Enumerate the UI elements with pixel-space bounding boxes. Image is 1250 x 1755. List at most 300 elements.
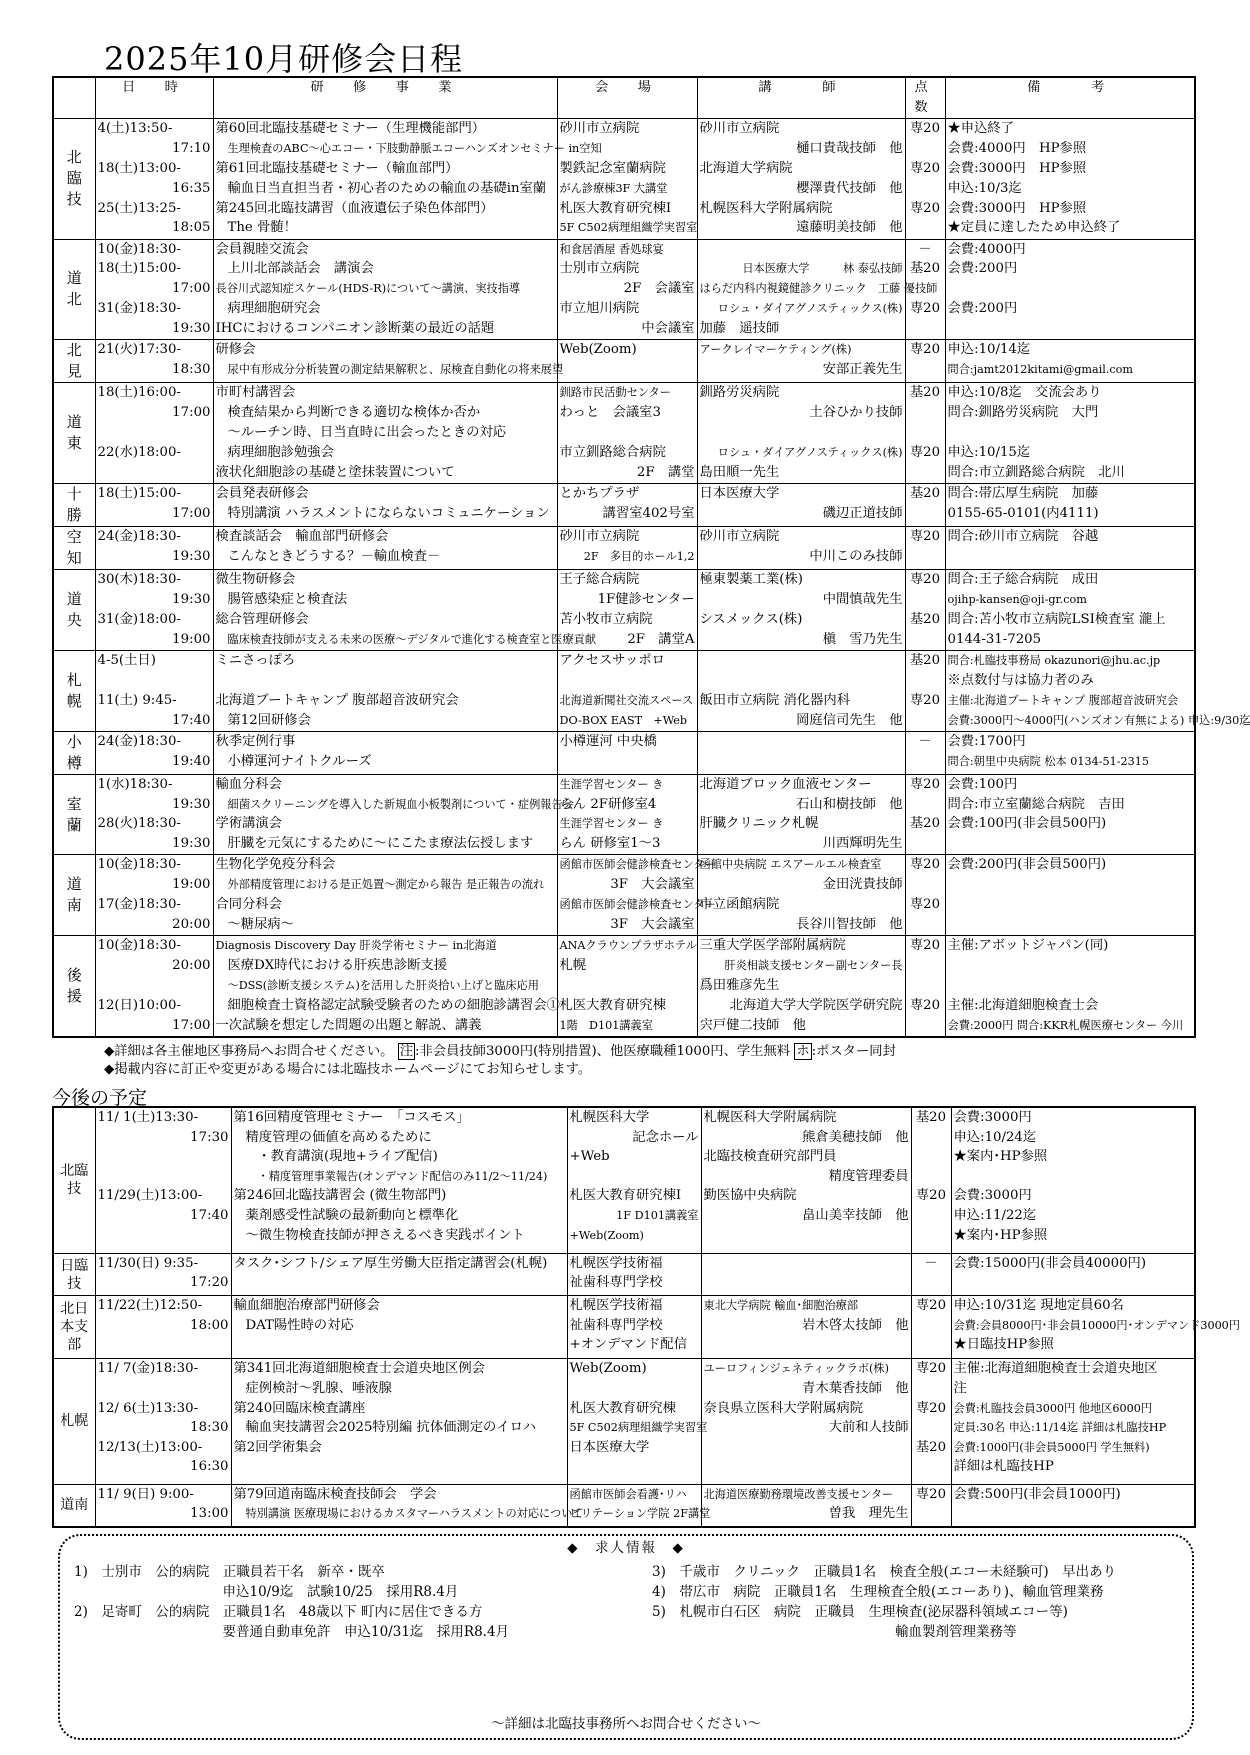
header-cell: 点数 bbox=[905, 77, 945, 118]
cell-line bbox=[234, 1273, 565, 1293]
cell-line bbox=[908, 875, 943, 895]
cell-line: 祉歯科専門学校 bbox=[569, 1275, 663, 1291]
cell-line: 主催:アボットジャパン(同) bbox=[947, 938, 1109, 954]
region-cell: 札幌 bbox=[53, 1359, 95, 1484]
cell-line: 札医大教育研究棟Ⅰ bbox=[569, 1188, 682, 1204]
cell-line: 19:00 bbox=[172, 631, 211, 647]
remarks-cell bbox=[945, 483, 1195, 526]
cell-line: 会費:1000円(非会員5000円 学生無料) bbox=[953, 1440, 1150, 1454]
cell-line: 樋口貴哉技師 他 bbox=[796, 140, 903, 156]
cell-line: 2F 会議室 bbox=[623, 281, 695, 297]
venue-cell bbox=[557, 340, 697, 383]
cell-line: 問合:jamt2012kitami@gmail.com bbox=[947, 363, 1134, 377]
cell-line: 札医大教育研究棟Ⅰ bbox=[559, 200, 672, 216]
note-poster: :ポスター同封 bbox=[811, 1044, 896, 1059]
cell-line bbox=[704, 1226, 909, 1246]
cell-line: 特別講演 医療現場におけるカスタマーハラスメントの対応について bbox=[245, 1507, 584, 1521]
cell-line: 申込:10/14迄 bbox=[947, 342, 1031, 358]
cell-line: 18:05 bbox=[172, 220, 211, 236]
cell-line bbox=[704, 1438, 909, 1458]
cell-line: 30(木)18:30- bbox=[97, 572, 181, 588]
cell-line: タスク･シフト/シェア厚生労働大臣指定講習会(札幌) bbox=[233, 1255, 548, 1271]
region-row bbox=[53, 527, 1195, 570]
venue-cell bbox=[557, 118, 697, 239]
cell-line: 極東製薬工業(株) bbox=[699, 572, 803, 588]
cell-line: 専20 bbox=[909, 897, 941, 913]
cell-line: 会員親睦交流会 bbox=[215, 241, 309, 257]
cell-line: 病理細胞研究会 bbox=[227, 301, 321, 317]
cell-line: 肝臓を元気にするために～にこたま療法伝授します bbox=[227, 836, 534, 852]
cell-line: 磯辺正道技師 bbox=[822, 505, 903, 521]
lecturer-cell bbox=[697, 383, 905, 484]
region-row bbox=[53, 383, 1195, 484]
cell-line: 宍戸健二技師 他 bbox=[699, 1017, 806, 1033]
cell-line: 北海道大学病院 bbox=[699, 160, 793, 176]
points-cell bbox=[911, 1107, 951, 1253]
cell-line: 勤医協中央病院 bbox=[703, 1188, 797, 1204]
cell-line: 一次試験を想定した問題の出題と解説、講義 bbox=[215, 1017, 482, 1033]
cell-line: 11/30(日) 9:35- bbox=[97, 1255, 199, 1271]
cell-line: 申込:10/15迄 bbox=[947, 445, 1031, 460]
cell-line: 17:00 bbox=[172, 281, 211, 297]
lecturer-cell bbox=[697, 774, 905, 855]
cell-line: 19:00 bbox=[172, 877, 211, 893]
datetime-cell bbox=[95, 1359, 231, 1484]
header-cell-blank bbox=[53, 77, 95, 118]
event-cell bbox=[231, 1359, 567, 1484]
cell-line: ロシュ・ダイアグノスティックス(株) bbox=[717, 446, 903, 459]
cell-line bbox=[234, 1457, 565, 1477]
region-cell: 日臨技 bbox=[53, 1253, 95, 1295]
cell-line: 金田洸貴技師 bbox=[822, 877, 903, 893]
cell-line: 畠山美幸技師 他 bbox=[802, 1207, 909, 1223]
cell-line: 検査談話会 輸血部門研修会 bbox=[215, 529, 389, 545]
cell-line bbox=[704, 1457, 909, 1477]
cell-line: 19:40 bbox=[172, 753, 211, 769]
cell-line: 会費:3000円 HP参照 bbox=[947, 160, 1087, 176]
cell-line: +オンデマンド配信 bbox=[569, 1337, 688, 1353]
cell-line: 輸血分科会 bbox=[215, 776, 282, 792]
datetime-cell bbox=[95, 936, 213, 1037]
cell-line: 基20 bbox=[909, 261, 941, 277]
cell-line: 肝炎相談支援センター副センター長 bbox=[724, 959, 903, 973]
datetime-cell bbox=[95, 650, 213, 731]
note-fee: :非会員技師3000円(特別措置)、他医療職種1000円、学生無料 bbox=[415, 1044, 791, 1059]
cell-line: ～ルーチン時、日当直時に出会ったときの対応 bbox=[227, 425, 507, 441]
venue-cell bbox=[557, 239, 697, 340]
venue-cell bbox=[557, 383, 697, 484]
cell-line bbox=[700, 732, 903, 752]
cell-line bbox=[954, 1273, 1193, 1293]
cell-line bbox=[908, 795, 943, 815]
cell-line: 19:30 bbox=[172, 592, 211, 608]
region-row bbox=[53, 570, 1195, 651]
points-cell bbox=[905, 855, 945, 936]
cell-line bbox=[908, 504, 943, 524]
cell-line: 問合:釧路労災病院 大門 bbox=[947, 405, 1099, 421]
region-row bbox=[53, 118, 1195, 239]
cell-line: 専20 bbox=[909, 301, 941, 317]
cell-line: 17:40 bbox=[190, 1207, 229, 1223]
cell-line: 11/ 7(金)18:30- bbox=[97, 1361, 199, 1377]
cell-line: 会員発表研修会 bbox=[215, 485, 309, 501]
cell-line: 岡庭信司先生 他 bbox=[796, 712, 903, 728]
cell-line: 18:00 bbox=[190, 1317, 229, 1333]
cell-line: ～DSS(診断支援システム)を活用した肝炎拾い上げと臨床応用 bbox=[227, 978, 539, 992]
cell-line: 第12回研修会 bbox=[227, 712, 311, 728]
region-row bbox=[53, 1107, 1195, 1253]
cell-line: 3F 大会議室 bbox=[610, 877, 695, 893]
cell-line: 基20 bbox=[909, 485, 941, 501]
points-cell bbox=[911, 1484, 951, 1527]
cell-line: 4-5(土日) bbox=[97, 652, 156, 668]
cell-line: 20:00 bbox=[172, 917, 211, 933]
cell-line: 函館市医師会健診検査センター bbox=[559, 858, 716, 872]
cell-line: 専20 bbox=[909, 692, 941, 708]
cell-line: 基20 bbox=[909, 385, 941, 401]
cell-line: 21(火)17:30- bbox=[97, 342, 181, 358]
points-cell bbox=[905, 483, 945, 526]
cell-line: 札幌医科大学附属病院 bbox=[703, 1110, 837, 1125]
cell-line: 17:00 bbox=[172, 405, 211, 421]
cell-line: ロシュ・ダイアグノスティックス(株) bbox=[717, 302, 903, 316]
event-cell bbox=[231, 1253, 567, 1295]
cell-line: DO-BOX EAST +Web bbox=[559, 713, 688, 727]
job-openings-footer: ～詳細は北臨技事務所へお問合せください～ bbox=[491, 1716, 761, 1732]
region-cell: 北見 bbox=[53, 340, 95, 383]
cell-line: 会費:200円 bbox=[947, 301, 1018, 317]
cell-line bbox=[234, 1335, 565, 1355]
cell-line bbox=[700, 423, 903, 443]
region-cell: 札幌 bbox=[53, 650, 95, 731]
cell-line: 問合:王子総合病院 成田 bbox=[947, 572, 1099, 588]
cell-line: 函館市医師会看護･リハ bbox=[569, 1487, 687, 1501]
cell-line: 問合:朝里中央病院 松本 0134-51-2315 bbox=[947, 754, 1149, 768]
cell-line: 市立釧路総合病院 bbox=[559, 445, 666, 460]
cell-line: 専20 bbox=[909, 997, 941, 1013]
cell-line: 申込:11/22迄 bbox=[953, 1207, 1037, 1223]
cell-line: 細菌スクリーニングを導入した新規血小板製剤について・症例報告会 bbox=[227, 797, 574, 811]
cell-line: 会費:3000円 bbox=[953, 1188, 1032, 1204]
region-row bbox=[53, 483, 1195, 526]
cell-line: 17:20 bbox=[190, 1275, 229, 1291]
cell-line bbox=[914, 1418, 949, 1438]
cell-line: 札医大教育研究棟 bbox=[559, 997, 666, 1013]
cell-line: 中間慎哉先生 bbox=[822, 592, 903, 608]
cell-line: 定員:30名 申込:11/14迄 詳細は札臨技HP bbox=[953, 1421, 1167, 1435]
cell-line bbox=[560, 671, 695, 691]
cell-line: 生物化学免疫分科会 bbox=[215, 857, 336, 873]
cell-line: 函館市医師会健診検査センター bbox=[559, 898, 716, 912]
cell-line: The 骨髄！ bbox=[227, 220, 297, 236]
cell-line: 函館中央病院 エスアールエル検査室 bbox=[699, 858, 882, 872]
job-line: 申込10/9迄 試験10/25 採用R8.4月 bbox=[74, 1584, 459, 1600]
datetime-cell bbox=[95, 118, 213, 239]
lecturer-cell bbox=[701, 1253, 911, 1295]
cell-line: ojihp-kansen@oji-gr.com bbox=[947, 593, 1087, 607]
cell-line: 生涯学習センター き bbox=[559, 817, 664, 831]
region-row bbox=[53, 239, 1195, 340]
cell-line: 会費:2000円 問合:KKR札幌医療センター 今川 bbox=[947, 1018, 1184, 1032]
job-openings-title: ◆ 求人情報 ◆ bbox=[567, 1540, 685, 1556]
cell-line: 基20 bbox=[915, 1439, 947, 1455]
cell-line: 川西輝明先生 bbox=[822, 836, 903, 852]
cell-line: 飯田市立病院 消化器内科 bbox=[699, 692, 850, 708]
region-cell: 室蘭 bbox=[53, 774, 95, 855]
event-cell bbox=[231, 1296, 567, 1359]
lecturer-cell bbox=[697, 570, 905, 651]
cell-line bbox=[908, 1016, 943, 1036]
lecturer-cell bbox=[697, 118, 905, 239]
region-cell: 北臨技 bbox=[53, 118, 95, 239]
cell-line: 生理検査のABC～心エコー・下肢動静脈エコーハンズオンセミナー in空知 bbox=[227, 141, 602, 155]
cell-line: 問合:帯広厚生病院 加藤 bbox=[947, 485, 1099, 501]
cell-line: 専20 bbox=[909, 200, 941, 216]
cell-line bbox=[908, 423, 943, 443]
region-cell: 北臨技 bbox=[53, 1107, 95, 1253]
cell-line: 臨床検査技師が支える未来の医療～デジタルで進化する検査室と医療貢献 bbox=[227, 632, 597, 646]
cell-line bbox=[98, 976, 211, 996]
remarks-cell bbox=[945, 239, 1195, 340]
cell-line bbox=[908, 752, 943, 772]
cell-line: 問合:札臨技事務局 okazunori@jhu.ac.jp bbox=[947, 653, 1161, 667]
cell-line: 専20 bbox=[909, 529, 941, 545]
cell-line bbox=[908, 976, 943, 996]
cell-line: とかちプラザ bbox=[559, 485, 640, 501]
cell-line: － bbox=[924, 1255, 938, 1271]
datetime-cell bbox=[95, 1253, 231, 1295]
cell-line: 遠藤明美技師 他 bbox=[796, 220, 903, 236]
remarks-cell bbox=[945, 650, 1250, 731]
cell-line: 釧路市民活動センター bbox=[559, 386, 671, 400]
cell-line bbox=[216, 671, 555, 691]
future-heading: 今後の予定 bbox=[52, 1087, 148, 1109]
cell-line: 0144-31-7205 bbox=[947, 631, 1042, 647]
cell-line: 会費:3000円 HP参照 bbox=[947, 200, 1087, 216]
event-cell bbox=[213, 570, 597, 651]
cell-line: 市立函館病院 bbox=[699, 897, 780, 913]
cell-line: 和食居酒屋 香処球宴 bbox=[559, 242, 664, 256]
cell-line: 専20 bbox=[909, 857, 941, 873]
cell-line bbox=[948, 956, 1193, 976]
cell-line: 研修会 bbox=[215, 342, 256, 358]
header-cell: 講 師 bbox=[697, 77, 905, 118]
job-list-right bbox=[652, 1562, 1116, 1642]
cell-line: 2F 講堂 bbox=[636, 464, 695, 480]
cell-line bbox=[948, 319, 1193, 339]
job-openings bbox=[58, 1534, 1194, 1740]
cell-line: 札医大教育研究棟 bbox=[569, 1400, 676, 1416]
region-cell: 道央 bbox=[53, 570, 95, 651]
cell-line: 輸血日当直担当者・初心者のための輸血の基礎in室蘭 bbox=[227, 180, 547, 196]
region-row bbox=[53, 1484, 1195, 1527]
cell-line bbox=[98, 1167, 229, 1187]
cell-line bbox=[98, 1226, 229, 1246]
cell-line: 17:00 bbox=[172, 1017, 211, 1033]
datetime-cell bbox=[95, 1107, 231, 1253]
cell-line: 中川このみ技師 bbox=[809, 548, 903, 564]
cell-line: 病理細胞診勉強会 bbox=[227, 445, 334, 460]
cell-line: ・精度管理事業報告(オンデマンド配信のみ11/2～11/24) bbox=[257, 1169, 548, 1183]
region-cell: 道南 bbox=[53, 855, 95, 936]
lecturer-cell bbox=[701, 1484, 911, 1527]
cell-line: 石山和樹技師 他 bbox=[796, 796, 903, 812]
cell-line bbox=[948, 834, 1193, 854]
cell-line: 札幌医科大学 bbox=[569, 1110, 650, 1125]
lecturer-cell bbox=[697, 527, 905, 570]
cell-line: 砂川市立病院 bbox=[559, 529, 640, 545]
cell-line bbox=[948, 279, 1193, 299]
cell-line bbox=[908, 590, 943, 610]
cell-line: 東北大学病院 輸血･細胞治療部 bbox=[703, 1299, 859, 1313]
cell-line: ANAクラウンプラザホテル bbox=[559, 939, 697, 953]
region-row bbox=[53, 1253, 1195, 1295]
cell-line: 1階 D101講義室 bbox=[559, 1018, 653, 1032]
note-mark: 注 bbox=[399, 1044, 413, 1059]
cell-line: 市町村講習会 bbox=[215, 385, 296, 401]
event-cell bbox=[231, 1484, 584, 1527]
points-cell bbox=[911, 1296, 951, 1359]
cell-line: 日本医療大学 林 泰弘技師 bbox=[742, 262, 903, 276]
cell-line: ※点数付与は協力者のみ bbox=[947, 672, 1094, 688]
cell-line: 会費:200円(非会員500円) bbox=[947, 857, 1107, 873]
cell-line: 第245回北臨技講習（血液遺伝子染色体部門） bbox=[215, 200, 494, 216]
remarks-cell bbox=[945, 855, 1195, 936]
cell-line bbox=[948, 547, 1193, 567]
cell-line: 総合管理研修会 bbox=[215, 611, 309, 627]
cell-line: ～糖尿病～ bbox=[227, 917, 294, 933]
cell-line: 専20 bbox=[915, 1486, 947, 1502]
datetime-cell bbox=[95, 774, 213, 855]
cell-line: 25(土)13:25- bbox=[97, 200, 181, 216]
cell-line: 土谷ひかり技師 bbox=[809, 405, 903, 421]
cell-line: 細胞検査士資格認定試験受験者のための細胞診講習会① bbox=[227, 997, 560, 1013]
cell-line bbox=[914, 1206, 949, 1226]
venue-cell bbox=[557, 855, 716, 936]
job-line: 2) 足寄町 公的病院 正職員1名 48歳以下 町内に居住できる方 bbox=[74, 1604, 483, 1620]
lecturer-cell bbox=[701, 1359, 911, 1484]
cell-line: 会費:100円 bbox=[947, 776, 1018, 792]
venue-cell bbox=[557, 731, 697, 774]
cell-line: 16:30 bbox=[190, 1459, 229, 1475]
job-line: 要普通自動車免許 申込10/31迄 採用R8.4月 bbox=[74, 1624, 510, 1640]
cell-line: 11/29(土)13:00- bbox=[97, 1188, 203, 1204]
cell-line: ユーロフィンジェネティックラボ(株) bbox=[703, 1362, 889, 1376]
cell-line bbox=[914, 1504, 949, 1524]
note-contact: ◆詳細は各主催地区事務局へお問合せください。 bbox=[104, 1044, 394, 1059]
region-cell: 十勝 bbox=[53, 483, 95, 526]
cell-line: 熊倉美穂技師 他 bbox=[802, 1129, 909, 1145]
cell-line bbox=[908, 218, 943, 238]
page-title: 2025年10月研修会日程 bbox=[104, 40, 464, 78]
cell-line bbox=[560, 752, 695, 772]
cell-line bbox=[908, 319, 943, 339]
cell-line bbox=[914, 1335, 949, 1355]
cell-line: 岩木啓太技師 他 bbox=[802, 1317, 909, 1333]
points-cell bbox=[905, 383, 945, 484]
cell-line: 10(金)18:30- bbox=[97, 938, 181, 954]
cell-line: 会費:3000円 bbox=[953, 1110, 1032, 1125]
cell-line bbox=[948, 915, 1193, 935]
venue-cell bbox=[557, 483, 697, 526]
event-cell bbox=[213, 936, 560, 1037]
lecturer-cell bbox=[701, 1296, 911, 1359]
cell-line: シスメックス(株) bbox=[699, 611, 803, 627]
cell-line: Diagnosis Discovery Day 肝炎学術セミナー in北海道 bbox=[215, 939, 497, 953]
header-cell: 日 時 bbox=[95, 77, 213, 118]
cell-line: 17:00 bbox=[172, 505, 211, 521]
cell-line bbox=[570, 1167, 699, 1187]
cell-line: 槇 雪乃先生 bbox=[822, 631, 903, 647]
cell-line: 札幌 bbox=[559, 958, 587, 974]
region-row bbox=[53, 731, 1195, 774]
cell-line: 北海道ブロック血液センター bbox=[699, 776, 872, 792]
cell-line: ミニさっぽろ bbox=[215, 652, 296, 668]
cell-line: 注 bbox=[953, 1380, 967, 1396]
cell-line bbox=[914, 1316, 949, 1336]
cell-line: アクセスサッポロ bbox=[559, 652, 665, 668]
region-row bbox=[53, 340, 1195, 383]
header-row bbox=[53, 77, 1195, 118]
cell-line: らん 研修室1～3 bbox=[559, 836, 661, 852]
cell-line: 12(日)10:00- bbox=[97, 997, 181, 1013]
cell-line: がん診療棟3F 大講堂 bbox=[559, 181, 668, 195]
cell-line: Web(Zoom) bbox=[569, 1361, 647, 1377]
cell-line: 問合:苫小牧市立病院LSI検査室 瀧上 bbox=[947, 611, 1166, 627]
cell-line: 基20 bbox=[915, 1110, 947, 1125]
cell-line: 検査結果から判断できる適切な検体か否か bbox=[227, 405, 481, 421]
cell-line bbox=[908, 711, 943, 731]
points-cell bbox=[905, 650, 945, 731]
venue-cell bbox=[557, 650, 697, 731]
cell-line: 10(金)18:30- bbox=[97, 857, 181, 873]
region-row bbox=[53, 1296, 1195, 1359]
cell-line bbox=[700, 752, 903, 772]
region-cell: 小樽 bbox=[53, 731, 95, 774]
cell-line: 申込:10/24迄 bbox=[953, 1129, 1037, 1145]
datetime-cell bbox=[95, 239, 213, 340]
cell-line: 18:30 bbox=[172, 362, 211, 378]
cell-line: ビリテーション学院 2F講堂 bbox=[569, 1507, 711, 1521]
cell-line: 精度管理の価値を高めるために bbox=[245, 1129, 432, 1145]
cell-line: 長谷川式認知症スケール(HDS-R)について～講演、実技指導 bbox=[215, 282, 521, 296]
venue-cell bbox=[557, 527, 697, 570]
event-cell bbox=[213, 731, 557, 774]
cell-line bbox=[908, 403, 943, 423]
cell-line bbox=[914, 1379, 949, 1399]
datetime-cell bbox=[95, 855, 213, 936]
lecturer-cell bbox=[701, 1107, 911, 1253]
cell-line: 会費:3000円～4000円(ハンズオン有無による) 申込:9/30迄 bbox=[947, 713, 1250, 727]
cell-line: 会費:1700円 bbox=[947, 733, 1026, 749]
cell-line: ～微生物検査技師が押さえるべき実践ポイント bbox=[245, 1227, 525, 1243]
remarks-cell bbox=[951, 1253, 1195, 1295]
event-cell bbox=[213, 650, 557, 731]
event-cell bbox=[213, 483, 557, 526]
cell-line: 19:30 bbox=[172, 548, 211, 564]
cell-line bbox=[908, 360, 943, 380]
event-cell bbox=[213, 340, 564, 383]
cell-line: Web(Zoom) bbox=[559, 342, 637, 358]
cell-line bbox=[948, 895, 1193, 915]
cell-line bbox=[908, 671, 943, 691]
job-line: 5) 札幌市白石区 病院 正職員 生理検査(泌尿器科領域エコー等) bbox=[652, 1604, 1068, 1620]
region-row bbox=[53, 774, 1195, 855]
cell-line: 専20 bbox=[909, 572, 941, 588]
cell-line: 28(火)18:30- bbox=[97, 816, 181, 832]
cell-line: 24(金)18:30- bbox=[97, 529, 181, 545]
cell-line: 輸血細胞治療部門研修会 bbox=[233, 1298, 380, 1314]
